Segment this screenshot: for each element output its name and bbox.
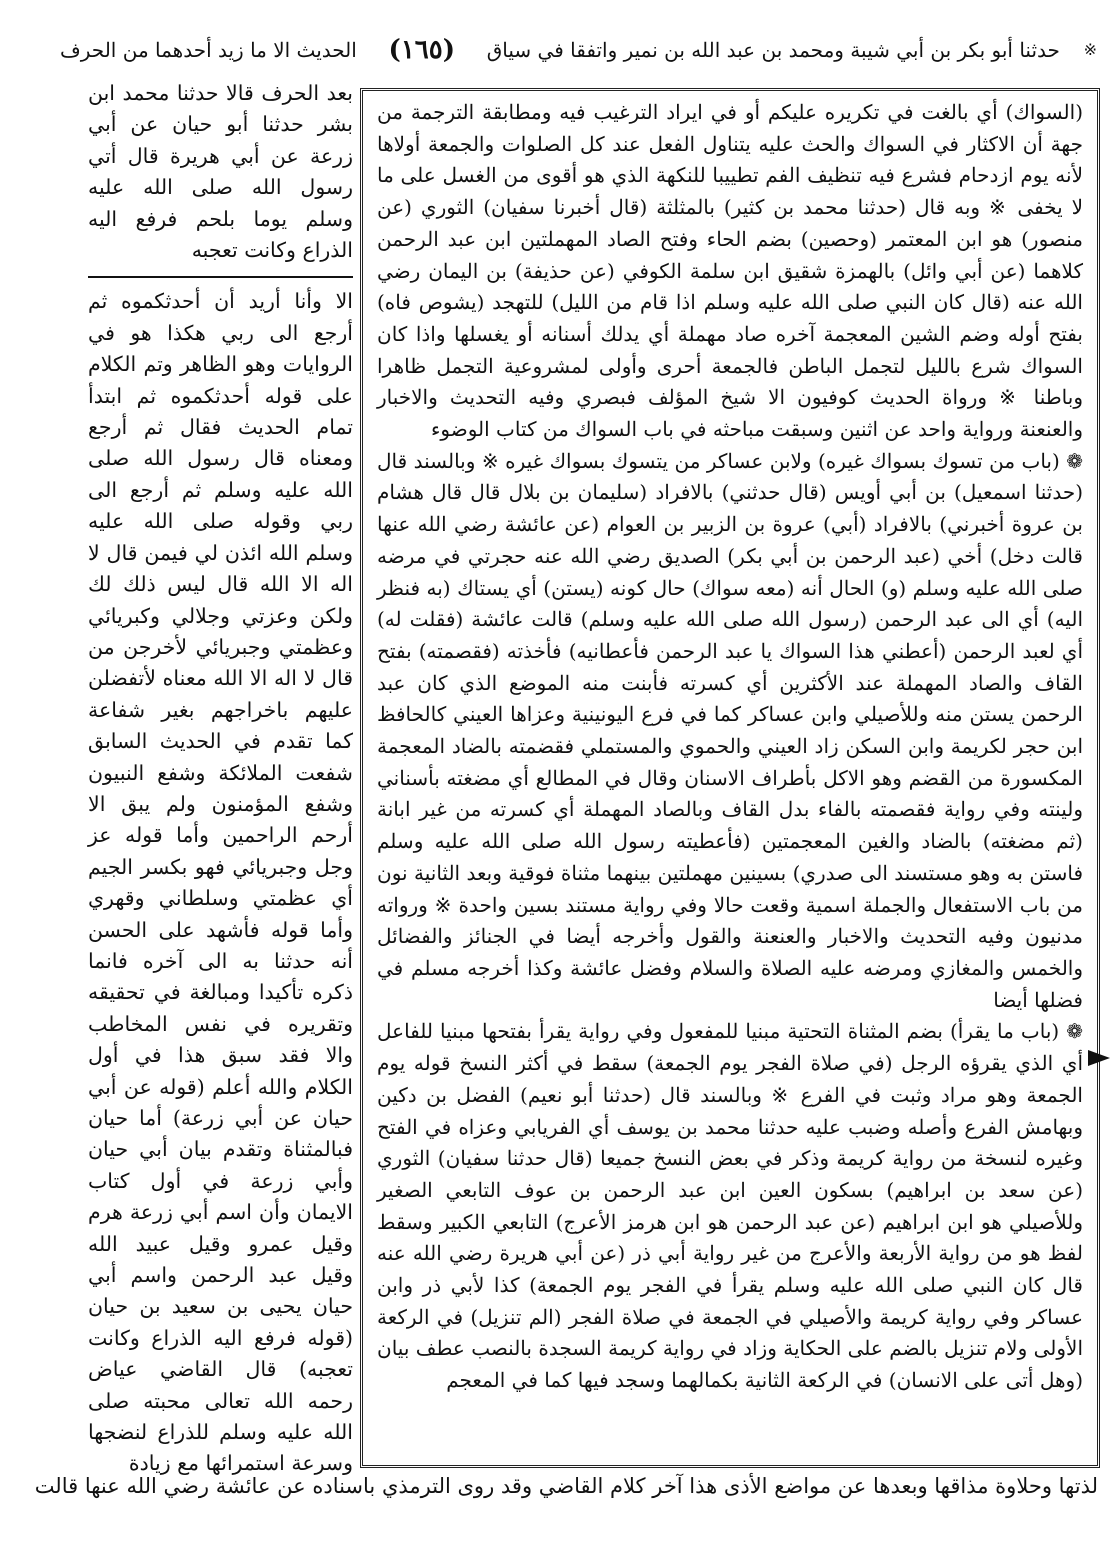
margin-arrow-icon [1088, 1050, 1110, 1066]
column-divider [88, 276, 353, 278]
main-text-box [360, 88, 1100, 1468]
commentary-top-paragraph: بعد الحرف قالا حدثنا محمد ابن بشر حدثنا أبو حيان عن أبي زرعة عن أبي هريرة قال أتي رسول الله صلى الله عليه وسلم يوما بلحم فرفع اليه الذراع وكانت تعجبه [88, 81, 353, 263]
main-paragraph: ❁ (باب من تسوك بسواك غيره) ولابن عساكر من يتسوك بسواك غيره ※ وبالسند قال (حدثنا اسمعيل) بن أبي أويس (قال حدثني) بالافراد (سليمان بن بلال قال قال هشام بن عروة أخبرني) بالافراد (أبي) عروة بن الزبير بن العوام (عن عائشة رضي الله عنها قالت دخل) أخي (عبد الرحمن بن أبي بكر) الصديق رضي الله عنه حجرتي في مرضه صلى الله عليه وسلم (و) الحال أنه (معه سواك) حال كونه (يستن) أي يستاك (به فنظر اليه) أي الى عبد الرحمن (رسول الله صلى الله عليه وسلم) قالت عائشة (فقلت له) أي لعبد الرحمن (أعطني هذا السواك يا عبد الرحمن فأعطانيه) فأخذته (فقصمته) بفتح القاف والصاد المهملة عند الأكثرين أي كسرته فأبنت منه الموضع الذي كان عبد الرحمن يستن منه وللأصيلي وابن عساكر كما في فرع اليونينية وعزاها العيني كالحافظ ابن حجر لكريمة وابن السكن زاد العيني والحموي والمستملي فقضمته بالضاد المعجمة المكسورة من القضم وهو الاكل بأطراف الاسنان وقال في المطالع أي مضغته بأسناني ولينته وفي رواية فقصمته بالفاء بدل القاف وبالصاد المهملة أي كسرته من غير ابانة (ثم مضغته) بالضاد والغين المعجمتين (فأعطيته رسول الله صلى الله عليه وسلم فاستن به وهو مستسند الى صدري) بسينين مهملتين بينهما مثناة فوقية وبعد الثانية نون من باب الاستفعال والجملة اسمية وقعت حالا وفي رواية مستند بسين واحدة ※ ورواته مدنيون وفيه التحديث والاخبار والعنعنة والقول وأخرجه أيضا في الجنائز والفضائل والخمس والمغازي ومرضه عليه الصلاة والسلام وفضل عائشة وكذا أخرجه مسلم في فضلها أيضا [377, 448, 1083, 1012]
commentary-bottom-paragraph: الا وأنا أريد أن أحدثكموه ثم أرجع الى ربي هكذا هو في الروايات وهو الظاهر وتم الكلام على قوله أحدثكموه ثم ابتدأ تمام الحديث فقال ثم أرجع ومعناه قال رسول الله صلى الله عليه وسلم ثم أرجع الى ربي وقوله صلى الله عليه وسلم الله ائذن لي فيمن قال لا اله الا الله قال ليس ذلك لك ولكن وعزتي وجلالي وكبريائي وعظمتي وجبريائي لأخرجن من قال لا اله الا الله معناه لأتفضلن عليهم باخراجهم بغير شفاعة كما تقدم في الحديث السابق شفعت الملائكة وشفع النبيون وشفع المؤمنون ولم يبق الا أرحم الراحمين وأما قوله عز وجل وجبريائي فهو بكسر الجيم أي عظمتي وسلطاني وقهري وأما قوله فأشهد على الحسن أنه حدثنا به الى آخره فانما ذكره تأكيدا ومبالغة في تحقيقه وتقريره في نفس المخاطب والا فقد سبق هذا في أول الكلام والله أعلم (قوله عن أبي حيان عن أبي زرعة) أما حيان فبالمثناة وتقدم بيان أبي حيان وأبي زرعة في أول كتاب الايمان وأن اسم أبي زرعة هرم وقيل عمرو وقيل عبيد الله وقيل عبد الرحمن واسم أبي حيان يحيى بن سعيد بن حيان (قوله فرفع اليه الذراع وكانت تعجبه) قال القاضي عياض رحمه الله تعالى محبته صلى الله عليه وسلم للذراع لنضجها وسرعة استمرائها مع زيادة [88, 289, 353, 1476]
page-header [60, 30, 1097, 70]
header-ornament: ※ [1083, 40, 1097, 59]
commentary-column [88, 78, 353, 1476]
page-footer-line: لذتها وحلاوة مذاقها وبعدها عن مواضع الأذى هذا آخر كلام القاضي وقد روى الترمذي باسناده عن عائشة رضي الله عنها قالت [34, 1474, 1098, 1498]
main-paragraph: (السواك) أي بالغت في تكريره عليكم أو في ايراد الترغيب فيه ومطابقة الترجمة من جهة أن الاكثار في السواك والحث عليه يتناول الفعل عند كل الصلوات والجمعة أولاها لأنه يوم ازدحام فشرع فيه تنظيف الفم تطييبا للنكهة الذي هو أقوى من الغسل على ما لا يخفى ※ وبه قال (حدثنا محمد بن كثير) بالمثلثة (قال أخبرنا سفيان) الثوري (عن منصور) هو ابن المعتمر (وحصين) بضم الحاء وفتح الصاد المهملتين ابن عبد الرحمن كلاهما (عن أبي وائل) بالهمزة شقيق ابن سلمة الكوفي (عن حذيفة) بن اليمان رضي الله عنه (قال كان النبي صلى الله عليه وسلم اذا قام من الليل) للتهجد (يشوص فاه) بفتح أوله وضم الشين المعجمة آخره صاد مهملة أي يدلك أسنانه أو يغسلها واذا كان السواك شرع بالليل لتجمل الباطن فالجمعة أحرى وأولى لمشروعية التجمل ظاهرا وباطنا ※ ورواة الحديث كوفيون الا شيخ المؤلف فبصري وفيه التحديث والاخبار والعنعنة ورواية واحد عن اثنين وسبقت مباحثه في باب السواك من كتاب الوضوء [377, 100, 1083, 442]
main-paragraph: ❁ (باب ما يقرأ) بضم المثناة التحتية مبنيا للمفعول وفي رواية يقرأ بفتحها مبنيا للفاعل أي الذي يقرؤه الرجل (في صلاة الفجر يوم الجمعة) سقط في أكثر النسخ قوله يوم الجمعة وهو مراد وثبت في الفرع ※ وبالسند قال (حدثنا أبو نعيم) الفضل بن دكين وبهامش الفرع وأصله وضبب عليه حدثنا محمد بن يوسف أي الفريابي وعزاه في الفتح وغيره لنسخة من رواية كريمة وذكر في بعض النسخ جميعا (قال حدثنا سفيان) الثوري (عن سعد بن ابراهيم) بسكون العين ابن عبد الرحمن بن عوف التابعي الصغير وللأصيلي هو ابن ابراهيم (عن عبد الرحمن هو ابن هرمز الأعرج) التابعي الكبير وسقط لفظ هو من رواية الأربعة والأعرج من غير رواية أبي ذر (عن أبي هريرة رضي الله عنه قال كان النبي صلى الله عليه وسلم يقرأ في الفجر يوم الجمعة) كذا لأبي ذر وابن عساكر وفي رواية كريمة والأصيلي في الجمعة في صلاة الفجر (الم تنزيل) في الركعة الأولى ولام تنزيل بالضم على الحكاية وزاد في رواية كريمة السجدة بالنصب عطف بيان (وهل أتى على الانسان) في الركعة الثانية بكمالهما وسجد فيها كما في المعجم [377, 1019, 1084, 1393]
page-number: (١٦٥) [388, 35, 456, 65]
header-text-left: الحديث الا ما زيد أحدهما من الحرف [60, 38, 357, 62]
header-text-right: حدثنا أبو بكر بن أبي شيبة ومحمد بن عبد الله بن نمير واتفقا في سياق [486, 38, 1060, 62]
